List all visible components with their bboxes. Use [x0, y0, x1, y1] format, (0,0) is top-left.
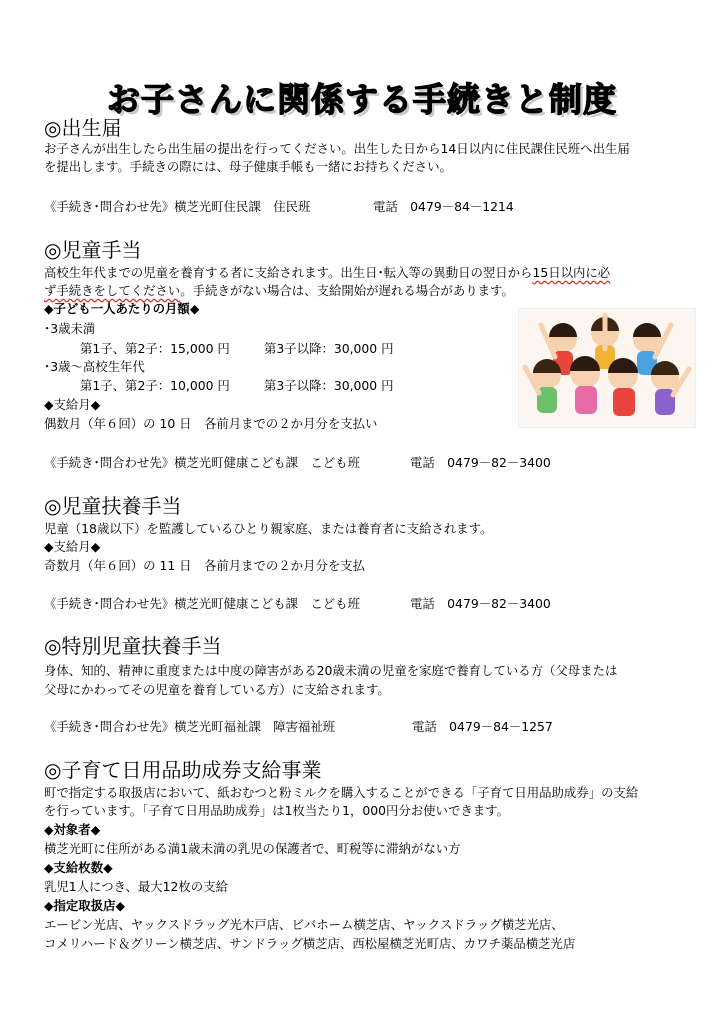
goods-heading: ◎子育て日用品助成券支給事業 [44, 758, 322, 782]
children-illustration [519, 309, 695, 427]
child-allowance-tel: 電話 0479－82－3400 [410, 455, 551, 470]
birth-text-2: を提出します。手続きの際には、母子健康手帳も一緒にお持ちください。 [44, 159, 452, 174]
payment-month-text: 偶数月（年６回）の 10 日 各前月までの２か月分を支払い [44, 416, 378, 431]
over3-third: 第3子以降：30,000 円 [264, 378, 394, 393]
payment-month-heading: ◆支給月◆ [44, 397, 101, 412]
child-rearing-contact: 《手続き･問合わせ先》横芝光町健康こども課 こども班 [44, 596, 360, 611]
page-title: お子さんに関係する手続きと制度 [107, 80, 617, 119]
birth-tel: 電話 0479－84－1214 [373, 199, 514, 214]
over3-label: ･3歳～高校生年代 [44, 359, 145, 374]
over3-first: 第1子、第2子：10,000 円 [80, 378, 230, 393]
special-contact: 《手続き･問合わせ先》横芝光町福祉課 障害福祉班 [44, 719, 336, 734]
target-text: 横芝光町に住所がある満1歳未満の乳児の保護者で、町税等に滞納がない方 [44, 841, 461, 856]
child-allowance-text-2b: 。手続きがない場合は、支給開始が遅れる場合があります。 [180, 283, 514, 298]
child-allowance-text-1a: 高校生年代までの児童を養育する者に支給されます。出生日･転入等の異動日の翌日から [44, 265, 533, 280]
birth-contact: 《手続き･問合わせ先》横芝光町住民課 住民班 [44, 199, 311, 214]
children-illustration-icon [518, 308, 696, 428]
child-allowance-contact: 《手続き･問合わせ先》横芝光町健康こども課 こども班 [44, 455, 360, 470]
under3-first: 第1子、第2子：15,000 円 [80, 341, 230, 356]
monthly-amount-heading: ◆子ども一人あたりの月額◆ [44, 301, 200, 316]
child-rearing-heading: ◎児童扶養手当 [44, 494, 182, 518]
child-rearing-text: 児童（18歳以下）を監護しているひとり親家庭、または養育者に支給されます。 [44, 521, 493, 536]
under3-third: 第3子以降：30,000 円 [264, 341, 394, 356]
child-allowance-text-2 [44, 282, 514, 300]
child-rearing-pay-text: 奇数月（年６回）の 11 日 各前月までの２か月分を支払 [44, 558, 366, 573]
deadline-highlight-1: 15日以内に必 [532, 265, 611, 280]
special-tel: 電話 0479－84－1257 [412, 719, 553, 734]
child-allowance-heading: ◎児童手当 [44, 238, 142, 262]
stores-heading: ◆指定取扱店◆ [44, 898, 126, 913]
stores-text-1: エービン光店、ヤックスドラッグ光木戸店、ビバホーム横芝店、ヤックスドラッグ横芝光店、 [44, 917, 564, 932]
count-heading: ◆支給枚数◆ [44, 860, 113, 875]
special-text-2: 父母にかわってその児童を養育している方）に支給されます。 [44, 682, 390, 697]
child-rearing-pay-heading: ◆支給月◆ [44, 539, 101, 554]
under3-label: ･3歳未満 [44, 321, 96, 336]
child-allowance-text-1 [44, 264, 610, 282]
target-heading: ◆対象者◆ [44, 822, 101, 837]
special-heading: ◎特別児童扶養手当 [44, 634, 222, 658]
deadline-highlight-2: ず手続きをしてください [44, 283, 181, 298]
stores-text-2: コメリハード＆グリーン横芝店、サンドラッグ横芝店、西松屋横芝光町店、カワチ薬品横芝光店 [44, 936, 576, 951]
child-rearing-tel: 電話 0479－82－3400 [410, 596, 551, 611]
goods-text-2: を行っています。「子育て日用品助成券」は1枚当たり1，000円分お使いできます。 [44, 803, 509, 818]
count-text: 乳児1人につき、最大12枚の支給 [44, 879, 228, 894]
birth-text-1: お子さんが出生したら出生届の提出を行ってください。出生した日から14日以内に住民課住民班へ出生届 [44, 141, 630, 156]
special-text-1: 身体、知的、精神に重度または中度の障害がある20歳未満の児童を家庭で養育している方（父母または [44, 663, 618, 678]
goods-text-1: 町で指定する取扱店において、紙おむつと粉ミルクを購入することができる「子育て日用品助成券」の支給 [44, 785, 639, 800]
birth-heading: ◎出生届 [44, 116, 122, 140]
